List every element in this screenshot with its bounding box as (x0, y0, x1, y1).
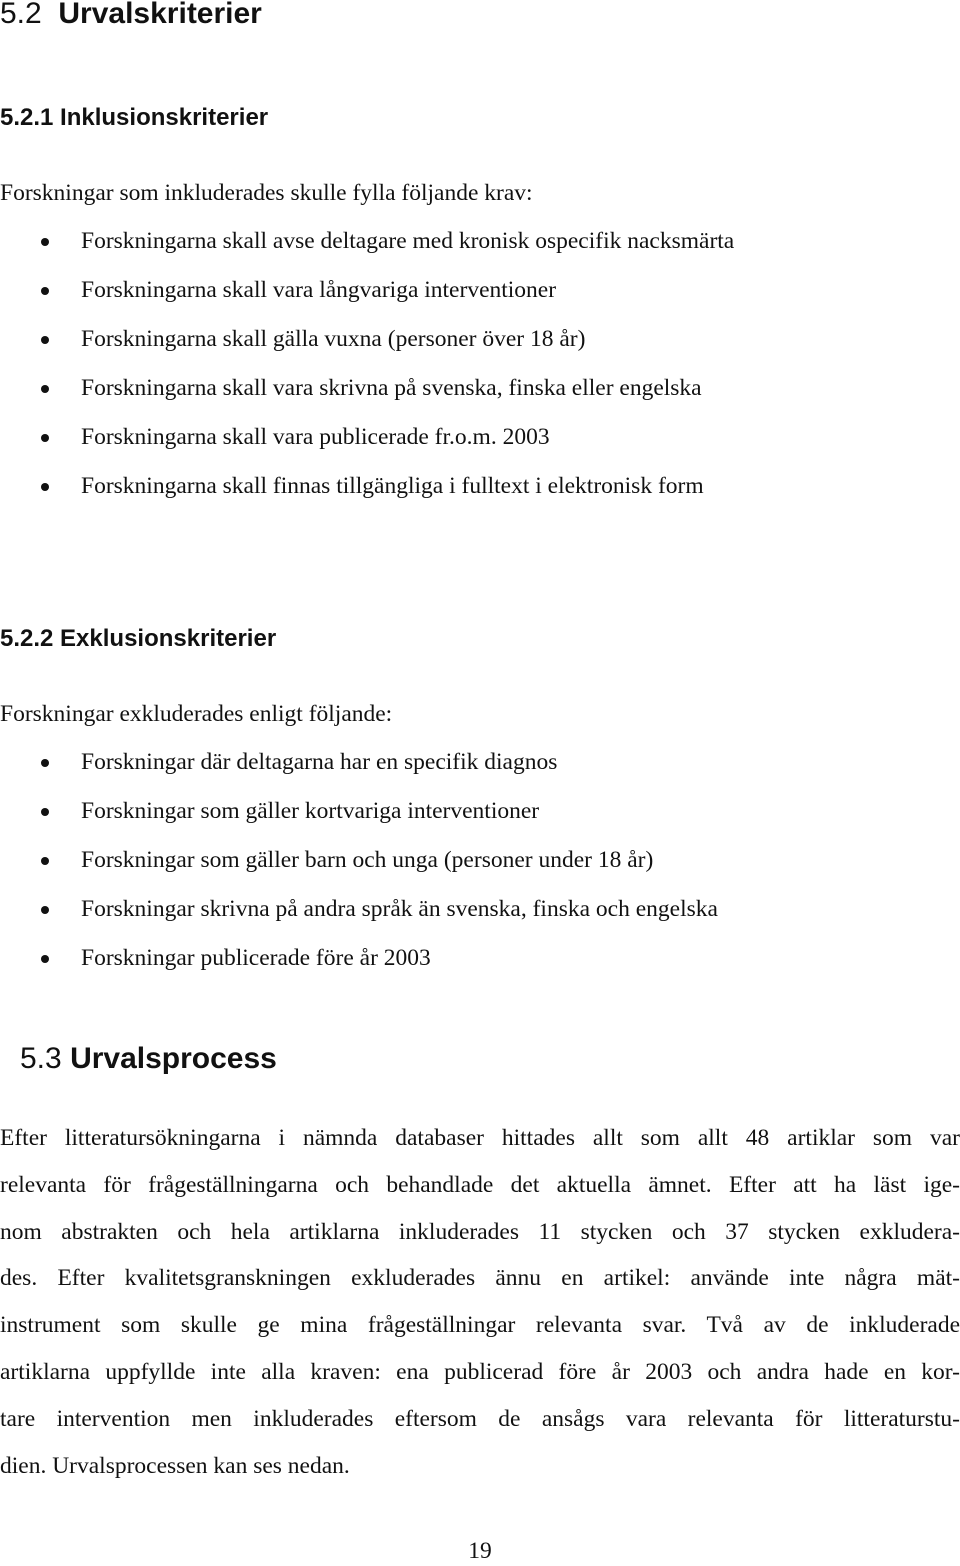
paragraph-line: nom abstrakten och hela artiklarna inkluderades 11 stycken och 37 stycken exkludera- (0, 1218, 960, 1245)
section-number: 5.2 (0, 0, 42, 30)
list-item-text: Forskningar skrivna på andra språk än svenska, finska och engelska (81, 896, 718, 922)
bullet-icon (41, 434, 49, 442)
section-heading-5-2 (0, 0, 262, 32)
paragraph-line: instrument som skulle ge mina frågeställningar relevanta svar. Två av de inkluderade (0, 1312, 960, 1339)
section-number: 5.3 (20, 1042, 62, 1075)
bullet-icon (41, 955, 49, 963)
paragraph-line: des. Efter kvalitetsgranskningen exkluderades ännu en artikel: använde inte några mät- (0, 1265, 960, 1292)
paragraph-line: dien. Urvalsprocessen kan ses nedan. (0, 1452, 350, 1479)
subsection-heading-5-2-1: 5.2.1 Inklusionskriterier (0, 104, 269, 131)
section-title: Urvalskriterier (58, 0, 262, 30)
bullet-icon (41, 287, 49, 295)
list-item-text: Forskningar publicerade före år 2003 (81, 945, 431, 971)
list-item-text: Forskningarna skall gälla vuxna (personer över 18 år) (81, 326, 586, 352)
list-item-text: Forskningarna skall vara publicerade fr.o.m. 2003 (81, 424, 550, 450)
subsection-heading-5-2-2: 5.2.2 Exklusionskriterier (0, 625, 277, 652)
bullet-icon (41, 808, 49, 816)
bullet-icon (41, 336, 49, 344)
paragraph-line: relevanta för frågeställningarna och behandlade det aktuella ämnet. Efter att ha läst ige- (0, 1171, 960, 1198)
bullet-icon (41, 759, 49, 767)
list-item-text: Forskningar där deltagarna har en specifik diagnos (81, 749, 558, 775)
inclusion-intro: Forskningar som inkluderades skulle fylla följande krav: (0, 180, 533, 206)
section-title: Urvalsprocess (70, 1042, 277, 1075)
page-number: 19 (468, 1538, 492, 1564)
list-item-text: Forskningarna skall vara skrivna på svenska, finska eller engelska (81, 375, 702, 401)
paragraph-line: artiklarna uppfyllde inte alla kraven: ena publicerad före år 2003 och andra hade en kor- (0, 1358, 960, 1385)
bullet-icon (41, 483, 49, 491)
list-item-text: Forskningarna skall avse deltagare med kronisk ospecifik nacksmärta (81, 228, 735, 254)
selection-process-paragraph (0, 1123, 960, 1497)
bullet-icon (41, 906, 49, 914)
exclusion-intro: Forskningar exkluderades enligt följande: (0, 701, 393, 727)
bullet-icon (41, 857, 49, 865)
paragraph-line: tare intervention men inkluderades eftersom de ansågs vara relevanta för litteraturstu- (0, 1405, 960, 1432)
list-item-text: Forskningar som gäller kortvariga interventioner (81, 798, 540, 824)
section-heading-5-3 (0, 1041, 277, 1077)
list-item-text: Forskningarna skall finnas tillgängliga i fulltext i elektronisk form (81, 473, 704, 499)
list-item-text: Forskningarna skall vara långvariga interventioner (81, 277, 557, 303)
bullet-icon (41, 238, 49, 246)
paragraph-line: Efter litteratursökningarna i nämnda databaser hittades allt som allt 48 artiklar som var (0, 1125, 960, 1151)
list-item-text: Forskningar som gäller barn och unga (personer under 18 år) (81, 847, 654, 873)
bullet-icon (41, 385, 49, 393)
